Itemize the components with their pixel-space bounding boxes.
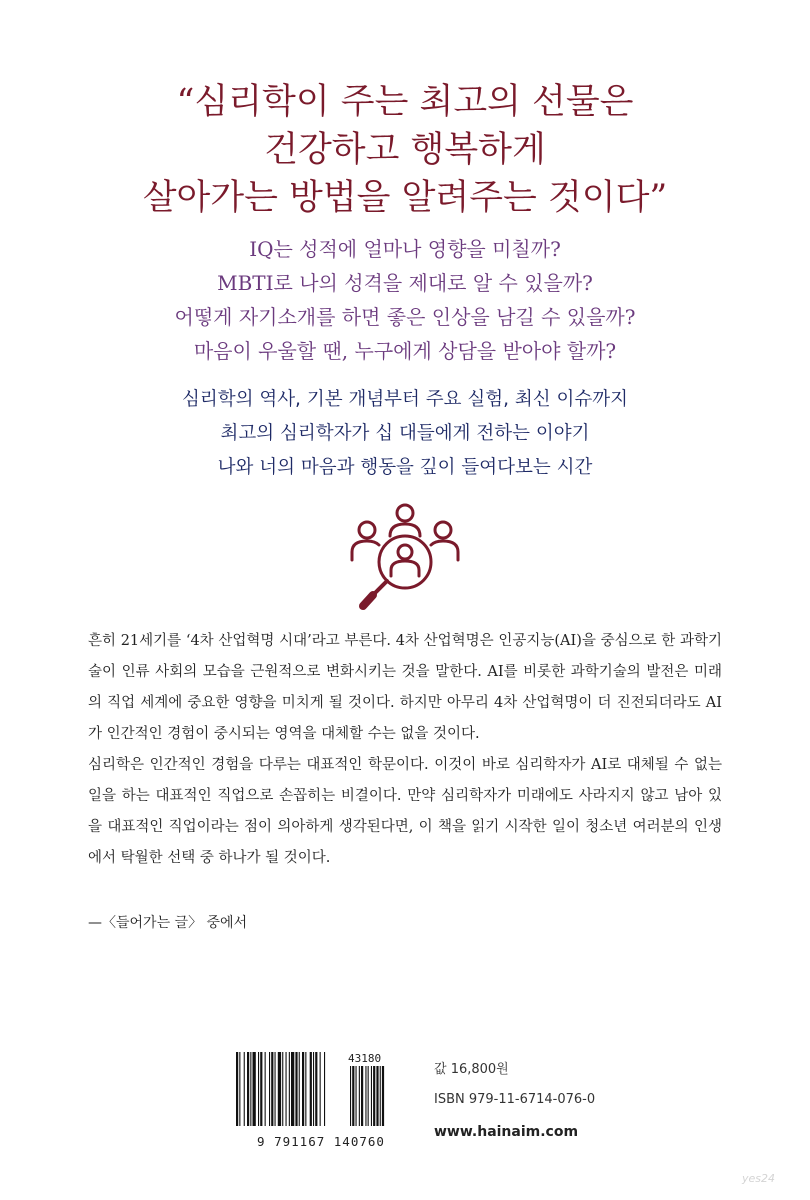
quote-line: “심리학이 주는 최고의 선물은 [176,82,634,122]
summary-block [0,383,810,485]
intro-paragraph: 흔히 21세기를 ‘4차 산업혁명 시대’라고 부른다. 4차 산업혁명은 인공지능(AI)을 중심으로 한 과학기술이 인류 사회의 모습을 근원적으로 변화시키는 것을 말한다. AI를 비롯한 과학기술의 발전은 미래의 직업 세계에 중요한 영향을 미치게 될 것이다. 하지만 아무리 4차 산업혁명이 더 진전되더라도 AI가 인간적인 경험이 중시되는 영역을 대체할 수는 없을 것이다. [88,633,722,742]
people-search-icon [343,500,467,618]
watermark-stamp: yes24 [742,1172,776,1185]
question-line: 어떻게 자기소개를 하면 좋은 인상을 남길 수 있을까? [174,305,636,329]
publisher-website: www.hainaim.com [434,1124,579,1140]
isbn-label: ISBN 979-11-6714-076-0 [434,1092,596,1107]
intro-paragraph: 심리학은 인간적인 경험을 다루는 대표적인 학문이다. 이것이 바로 심리학자가 AI로 대체될 수 없는 일을 하는 대표적인 직업으로 손꼽히는 비결이다. 만약 심리학자가 미래에도 사라지지 않고 남아 있을 대표적인 직업이라는 점이 의아하게 생각된다면, 이 책을 읽기 시작한 일이 청소년 여러분의 인생에서 탁월한 선택 중 하나가 될 것이다. [88,757,722,866]
question-line: IQ는 성적에 얼마나 영향을 미칠까? [249,237,561,261]
barcode-addon-code: 43180 [348,1052,382,1065]
quote-line: 건강하고 행복하게 [264,130,546,170]
barcode-number: 9 791167 140760 [257,1134,385,1149]
summary-line: 최고의 심리학자가 십 대들에게 전하는 이야기 [220,423,590,444]
summary-line: 심리학의 역사, 기본 개념부터 주요 실험, 최신 이슈까지 [181,389,629,410]
summary-line: 나와 너의 마음과 행동을 깊이 들여다보는 시간 [217,457,593,478]
question-list [0,232,810,368]
intro-text [88,626,722,874]
source-citation: —〈들어가는 글〉 중에서 [88,915,248,931]
question-line: MBTI로 나의 성격을 제대로 알 수 있을까? [217,271,593,295]
price-label: 값 16,800원 [434,1062,509,1077]
question-line: 마음이 우울할 땐, 누구에게 상담을 받아야 할까? [193,339,617,363]
headline-quote [0,78,810,222]
quote-line: 살아가는 방법을 알려주는 것이다” [142,178,668,218]
